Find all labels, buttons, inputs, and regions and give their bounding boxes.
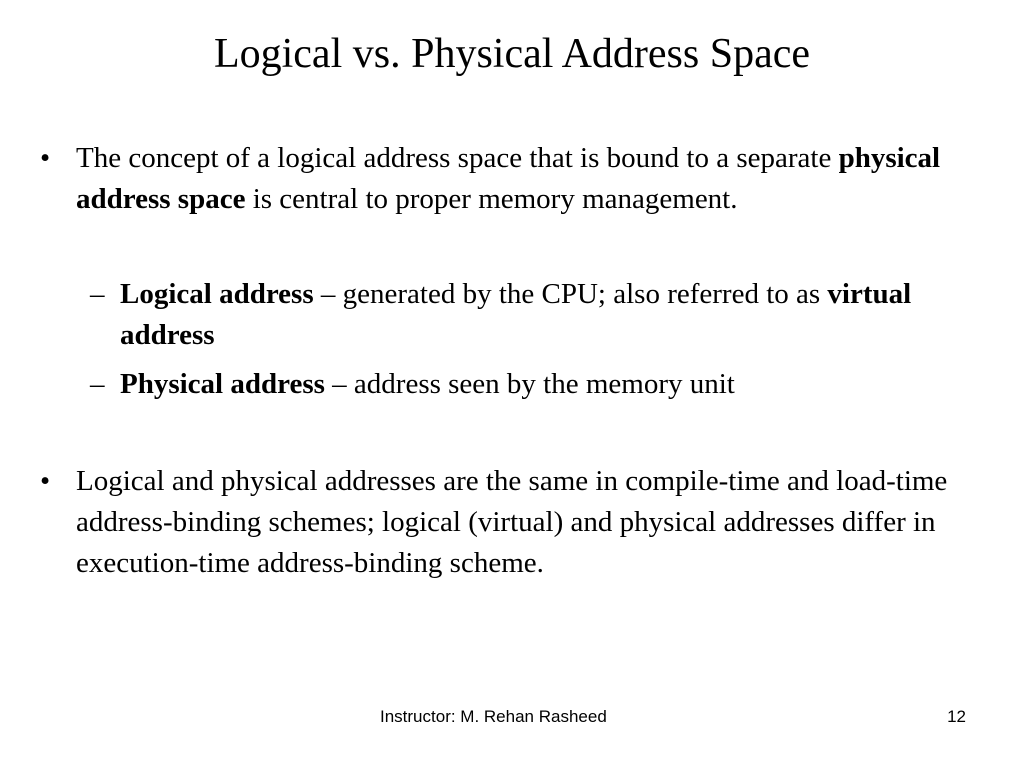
bullet-marker: • — [40, 142, 51, 174]
bullet-item — [40, 461, 1000, 584]
bullet-item — [40, 138, 1000, 220]
sub-bullet-bold-term: Physical address — [120, 368, 325, 400]
bullet-text: is central to proper memory management. — [245, 183, 738, 215]
bullet-text: The concept of a logical address space that is bound to a separate — [76, 142, 839, 174]
footer-instructor: Instructor: M. Rehan Rasheed — [380, 707, 607, 726]
bullet-text: Logical and physical addresses are the same in compile-time and load-time address-binding schemes; logical (virtual) and physical addresses differ in execution-time address-binding scheme. — [76, 465, 948, 579]
bullet-bold-term: physical address space — [76, 142, 941, 215]
sub-bullet-marker: – — [90, 368, 105, 400]
sub-bullet-bold-term: Logical address — [120, 278, 314, 310]
sub-bullet-marker: – — [90, 278, 105, 310]
slide-body — [40, 138, 1000, 584]
bullet-marker: • — [40, 465, 51, 497]
page-number: 12 — [947, 707, 966, 726]
sub-bullet-text: – address seen by the memory unit — [324, 368, 735, 400]
sub-bullet-text: – generated by the CPU; also referred to as — [313, 278, 828, 310]
sub-bullet-bold-term: virtual address — [120, 278, 912, 351]
slide-title: Logical vs. Physical Address Space — [213, 31, 811, 77]
sub-bullet-item — [40, 364, 1000, 405]
sub-bullet-item — [40, 274, 1000, 356]
